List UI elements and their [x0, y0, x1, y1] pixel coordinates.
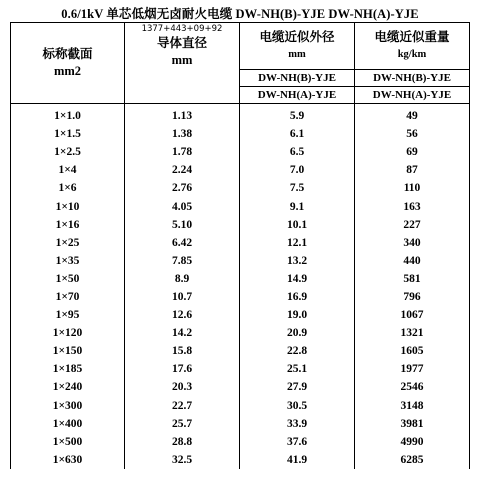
cell-weight: 2546	[355, 378, 470, 396]
model-a-label: DW-NH(A)-YJE	[355, 86, 469, 103]
cell-outer-diameter: 27.9	[240, 378, 355, 396]
cell-size: 1×400	[11, 415, 125, 433]
header-label: 标称截面	[42, 47, 93, 61]
cell-size: 1×300	[11, 397, 125, 415]
cell-size: 1×185	[11, 360, 125, 378]
table-row	[11, 143, 470, 161]
cell-weight: 6285	[355, 451, 470, 469]
cell-weight: 87	[355, 161, 470, 179]
table-row	[11, 234, 470, 252]
cell-weight: 69	[355, 143, 470, 161]
header-unit: mm	[171, 53, 193, 67]
cell-conductor-diameter: 1.13	[125, 104, 240, 126]
cell-conductor-diameter: 14.2	[125, 324, 240, 342]
cell-weight: 4990	[355, 433, 470, 451]
table-row	[11, 306, 470, 324]
cell-size: 1×240	[11, 378, 125, 396]
header-unit: mm	[288, 49, 306, 60]
cell-outer-diameter: 13.2	[240, 252, 355, 270]
cell-weight: 110	[355, 179, 470, 197]
cell-conductor-diameter: 8.9	[125, 270, 240, 288]
table-row	[11, 433, 470, 451]
header-unit: mm2	[53, 64, 82, 78]
header-conductor-diameter	[125, 23, 240, 104]
cable-spec-table	[10, 22, 470, 469]
cell-size: 1×120	[11, 324, 125, 342]
cell-outer-diameter: 14.9	[240, 270, 355, 288]
cell-conductor-diameter: 7.85	[125, 252, 240, 270]
header-label: 导体直径	[156, 36, 207, 50]
cell-weight: 56	[355, 125, 470, 143]
cell-size: 1×25	[11, 234, 125, 252]
cell-outer-diameter: 20.9	[240, 324, 355, 342]
cell-outer-diameter: 16.9	[240, 288, 355, 306]
cell-size: 1×35	[11, 252, 125, 270]
cell-outer-diameter: 33.9	[240, 415, 355, 433]
cell-size: 1×6	[11, 179, 125, 197]
cell-conductor-diameter: 15.8	[125, 342, 240, 360]
table-row	[11, 397, 470, 415]
header-nominal-section	[11, 23, 125, 104]
header-unit: kg/km	[397, 49, 427, 60]
cell-size: 1×10	[11, 197, 125, 215]
cell-conductor-diameter: 10.7	[125, 288, 240, 306]
cell-conductor-diameter: 17.6	[125, 360, 240, 378]
cell-weight: 440	[355, 252, 470, 270]
table-row	[11, 161, 470, 179]
table-row	[11, 125, 470, 143]
cell-size: 1×500	[11, 433, 125, 451]
cell-size: 1×70	[11, 288, 125, 306]
cell-conductor-diameter: 12.6	[125, 306, 240, 324]
cell-outer-diameter: 7.5	[240, 179, 355, 197]
table-row	[11, 288, 470, 306]
model-b-label: DW-NH(B)-YJE	[258, 72, 336, 84]
cell-outer-diameter: 41.9	[240, 451, 355, 469]
cell-outer-diameter: 22.8	[240, 342, 355, 360]
cell-conductor-diameter: 2.76	[125, 179, 240, 197]
cell-outer-diameter: 37.6	[240, 433, 355, 451]
table-row	[11, 415, 470, 433]
cell-weight: 581	[355, 270, 470, 288]
cell-outer-diameter: 30.5	[240, 397, 355, 415]
cell-conductor-diameter: 1.38	[125, 125, 240, 143]
table-row	[11, 360, 470, 378]
cell-weight: 3981	[355, 415, 470, 433]
table-row	[11, 104, 470, 126]
model-a-label: DW-NH(A)-YJE	[240, 86, 354, 103]
cell-outer-diameter: 6.5	[240, 143, 355, 161]
table-row	[11, 378, 470, 396]
cell-outer-diameter: 10.1	[240, 216, 355, 234]
table-row	[11, 270, 470, 288]
table-title: 0.6/1kV 单芯低烟无卤耐火电缆 DW-NH(B)-YJE DW-NH(A)-YJE	[61, 7, 419, 21]
cell-size: 1×630	[11, 451, 125, 469]
cell-weight: 1067	[355, 306, 470, 324]
table-row	[11, 324, 470, 342]
cell-size: 1×4	[11, 161, 125, 179]
cell-conductor-diameter: 1.78	[125, 143, 240, 161]
cell-outer-diameter: 9.1	[240, 197, 355, 215]
cell-conductor-diameter: 5.10	[125, 216, 240, 234]
header-note: 1377+443+09+92	[141, 24, 223, 34]
cell-size: 1×150	[11, 342, 125, 360]
cell-weight: 227	[355, 216, 470, 234]
cell-weight: 1605	[355, 342, 470, 360]
cell-weight: 1321	[355, 324, 470, 342]
table-row	[11, 252, 470, 270]
cell-weight: 340	[355, 234, 470, 252]
table-body	[11, 104, 470, 469]
cell-weight: 49	[355, 104, 470, 126]
cell-conductor-diameter: 25.7	[125, 415, 240, 433]
table-row	[11, 197, 470, 215]
cell-size: 1×1.0	[11, 104, 125, 126]
cell-outer-diameter: 7.0	[240, 161, 355, 179]
header-models-weight	[355, 70, 470, 104]
cell-weight: 163	[355, 197, 470, 215]
cell-outer-diameter: 12.1	[240, 234, 355, 252]
cell-outer-diameter: 6.1	[240, 125, 355, 143]
cell-conductor-diameter: 2.24	[125, 161, 240, 179]
cell-outer-diameter: 19.0	[240, 306, 355, 324]
cell-conductor-diameter: 4.05	[125, 197, 240, 215]
cell-weight: 1977	[355, 360, 470, 378]
cell-outer-diameter: 5.9	[240, 104, 355, 126]
cell-conductor-diameter: 32.5	[125, 451, 240, 469]
header-outer-diameter	[240, 23, 355, 70]
cell-size: 1×16	[11, 216, 125, 234]
header-label: 电缆近似重量	[374, 30, 450, 44]
cell-size: 1×95	[11, 306, 125, 324]
model-b-label: DW-NH(B)-YJE	[373, 72, 451, 84]
cell-outer-diameter: 25.1	[240, 360, 355, 378]
cell-conductor-diameter: 28.8	[125, 433, 240, 451]
header-label: 电缆近似外径	[259, 30, 335, 44]
table-row	[11, 216, 470, 234]
cell-conductor-diameter: 6.42	[125, 234, 240, 252]
header-weight	[355, 23, 470, 70]
table-row	[11, 342, 470, 360]
cell-conductor-diameter: 20.3	[125, 378, 240, 396]
table-row	[11, 179, 470, 197]
cell-size: 1×2.5	[11, 143, 125, 161]
header-models-od	[240, 70, 355, 104]
table-row	[11, 451, 470, 469]
cell-size: 1×1.5	[11, 125, 125, 143]
cell-weight: 3148	[355, 397, 470, 415]
cell-conductor-diameter: 22.7	[125, 397, 240, 415]
cell-size: 1×50	[11, 270, 125, 288]
cell-weight: 796	[355, 288, 470, 306]
